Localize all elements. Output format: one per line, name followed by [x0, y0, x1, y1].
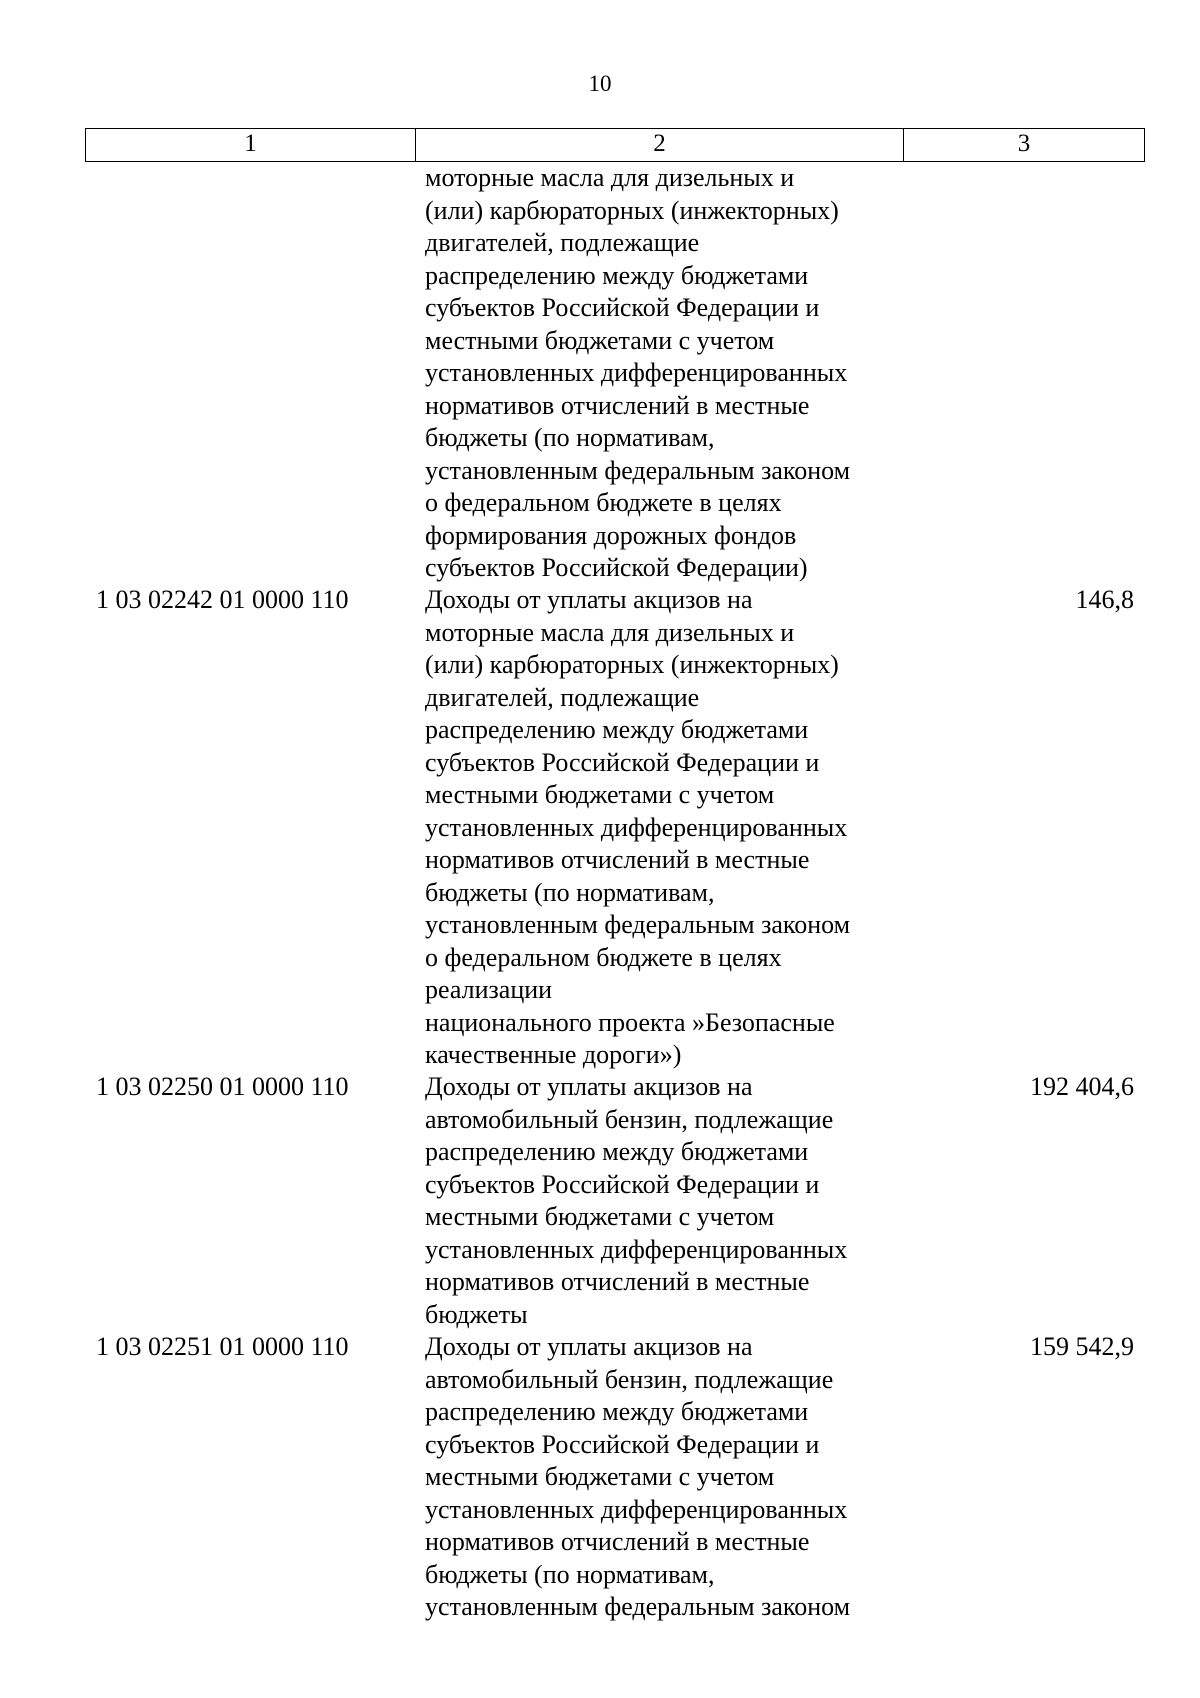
description-line: нормативов отчислений в местные	[425, 845, 810, 874]
row-description	[425, 584, 850, 1072]
description-line: местными бюджетами с учетом	[425, 325, 775, 355]
description-line: моторные масла для дизельных и	[425, 617, 795, 647]
description-line: Доходы от уплаты акцизов на	[425, 1332, 753, 1361]
description-line: распределению между бюджетами	[425, 715, 809, 744]
description-line: нормативов отчислений в местные	[425, 390, 810, 420]
description-line: автомобильный бензин, подлежащие	[425, 1364, 834, 1394]
amount-value: 146,8	[1075, 585, 1134, 614]
description-line: бюджеты (по нормативам,	[425, 877, 715, 907]
budget-code: 1 03 02250 01 0000 110	[96, 1072, 349, 1101]
description-line: субъектов Российской Федерации и	[425, 293, 820, 322]
description-line: установленных дифференцированных	[425, 358, 848, 387]
description-line: бюджеты (по нормативам,	[425, 1559, 715, 1589]
description-line: формирования дорожных фондов	[425, 520, 797, 550]
description-line: установленных дифференцированных	[425, 812, 848, 842]
description-line: двигателей, подлежащие	[425, 682, 700, 712]
description-line: установленным федеральным законом	[425, 910, 851, 939]
description-line: (или) карбюраторных (инжекторных)	[425, 650, 839, 679]
description-line: распределению между бюджетами	[425, 260, 809, 290]
budget-code: 1 03 02242 01 0000 110	[96, 585, 349, 614]
description-line: национального проекта »Безопасные	[425, 1007, 835, 1037]
description-line: установленных дифференцированных	[425, 1234, 848, 1264]
description-line: Доходы от уплаты акцизов на	[425, 585, 753, 614]
description-line: качественные дороги»)	[425, 1040, 682, 1069]
description-line: местными бюджетами с учетом	[425, 780, 775, 809]
description-line: двигателей, подлежащие	[425, 228, 700, 257]
header-col-2: 2	[416, 129, 904, 161]
table-header-row	[85, 128, 1145, 162]
description-line: субъектов Российской Федерации и	[425, 1169, 820, 1199]
description-line: нормативов отчислений в местные	[425, 1527, 810, 1556]
description-line: субъектов Российской Федерации и	[425, 1429, 820, 1459]
row-description	[425, 1331, 850, 1624]
description-line: субъектов Российской Федерации)	[425, 553, 808, 582]
budget-code: 1 03 02251 01 0000 110	[96, 1332, 349, 1361]
description-line: моторные масла для дизельных и	[425, 163, 795, 192]
description-line: реализации	[425, 975, 553, 1004]
description-line: (или) карбюраторных (инжекторных)	[425, 195, 839, 225]
description-line: установленным федеральным законом	[425, 1592, 851, 1621]
description-line: местными бюджетами с учетом	[425, 1462, 775, 1491]
description-line: распределению между бюджетами	[425, 1397, 809, 1426]
continued-description	[425, 162, 850, 585]
description-line: бюджеты	[425, 1299, 528, 1329]
description-line: распределению между бюджетами	[425, 1137, 809, 1166]
description-line: Доходы от уплаты акцизов на	[425, 1072, 753, 1101]
row-description	[425, 1071, 847, 1331]
description-line: автомобильный бензин, подлежащие	[425, 1104, 834, 1134]
description-line: нормативов отчислений в местные	[425, 1267, 810, 1296]
amount-value: 159 542,9	[1030, 1332, 1134, 1361]
description-line: местными бюджетами с учетом	[425, 1202, 775, 1231]
header-col-3: 3	[1017, 130, 1031, 157]
description-line: установленных дифференцированных	[425, 1494, 848, 1524]
page-number: 10	[588, 71, 612, 96]
description-line: установленным федеральным законом	[425, 455, 851, 485]
header-col-1: 1	[86, 129, 416, 161]
description-line: бюджеты (по нормативам,	[425, 423, 715, 452]
description-line: о федеральном бюджете в целях	[425, 488, 782, 517]
description-line: субъектов Российской Федерации и	[425, 747, 820, 777]
amount-value: 192 404,6	[1030, 1072, 1134, 1101]
description-line: о федеральном бюджете в целях	[425, 942, 782, 972]
